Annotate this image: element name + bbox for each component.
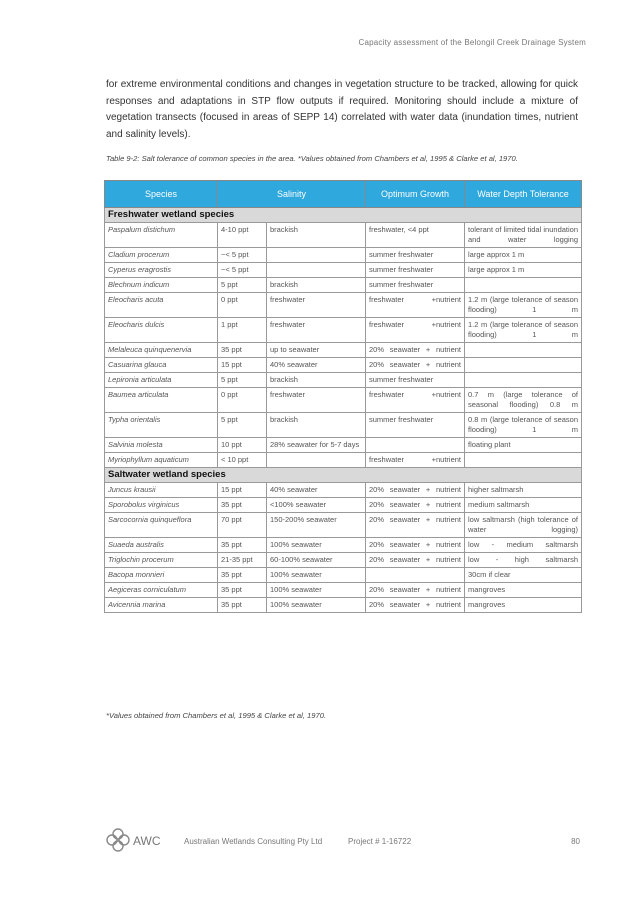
species-cell: Melaleuca quinquenervia [105, 343, 218, 358]
salinity-desc-cell: brackish [267, 223, 366, 248]
water-depth-cell: floating plant [465, 438, 582, 453]
optimum-growth-cell: 20% seawater + nutrient [366, 483, 465, 498]
salinity-ppt-cell: 5 ppt [218, 413, 267, 438]
water-depth-cell [465, 373, 582, 388]
optimum-growth-cell: summer freshwater [366, 248, 465, 263]
table-row [105, 343, 582, 358]
table-row [105, 598, 582, 613]
optimum-growth-cell: freshwater +nutrient [366, 318, 465, 343]
salinity-ppt-cell: 35 ppt [218, 538, 267, 553]
page-footer [106, 826, 580, 856]
salinity-desc-cell: brackish [267, 278, 366, 293]
species-cell: Baumea articulata [105, 388, 218, 413]
salinity-ppt-cell: 35 ppt [218, 568, 267, 583]
optimum-growth-cell: 20% seawater + nutrient [366, 343, 465, 358]
species-cell: Eleocharis dulcis [105, 318, 218, 343]
salinity-ppt-cell: 5 ppt [218, 373, 267, 388]
optimum-growth-cell: 20% seawater + nutrient [366, 583, 465, 598]
water-depth-cell: large approx 1 m [465, 263, 582, 278]
species-cell: Sporobolus virginicus [105, 498, 218, 513]
salinity-desc-cell: 40% seawater [267, 483, 366, 498]
optimum-growth-cell: 20% seawater + nutrient [366, 598, 465, 613]
salinity-ppt-cell: ~< 5 ppt [218, 248, 267, 263]
water-depth-cell: tolerant of limited tidal inundation and water logging [465, 223, 582, 248]
salinity-ppt-cell: 5 ppt [218, 278, 267, 293]
salinity-ppt-cell: 35 ppt [218, 498, 267, 513]
table-row [105, 263, 582, 278]
section-row [105, 208, 582, 223]
optimum-growth-cell: 20% seawater + nutrient [366, 553, 465, 568]
section-title: Freshwater wetland species [105, 208, 582, 223]
water-depth-cell: mangroves [465, 598, 582, 613]
optimum-growth-cell: freshwater +nutrient [366, 453, 465, 468]
species-cell: Bacopa monnieri [105, 568, 218, 583]
table-row [105, 358, 582, 373]
salinity-desc-cell [267, 453, 366, 468]
water-depth-cell: 0.7 m (large tolerance of seasonal flooding) 0.8 m [465, 388, 582, 413]
species-cell: Salvinia molesta [105, 438, 218, 453]
salinity-ppt-cell: 0 ppt [218, 293, 267, 318]
company-name: Australian Wetlands Consulting Pty Ltd [184, 837, 323, 846]
header-salinity: Salinity [218, 181, 366, 208]
salinity-desc-cell: 150-200% seawater [267, 513, 366, 538]
intro-paragraph: for extreme environmental conditions and changes in vegetation structure to be tracked, allowing for quick responses and adaptations in STP flow outputs if required. Monitoring should include a mixture of vegetation transects (focused in areas of SEPP 14) correlated with water data (inundation times, nutrient and salinity levels). [106, 79, 578, 140]
species-cell: Triglochin procerum [105, 553, 218, 568]
table-row [105, 318, 582, 343]
species-cell: Sarcocornia quinqueflora [105, 513, 218, 538]
table-header-row [105, 181, 582, 208]
table-row [105, 248, 582, 263]
salinity-ppt-cell: ~< 5 ppt [218, 263, 267, 278]
species-cell: Juncus krausii [105, 483, 218, 498]
optimum-growth-cell: 20% seawater + nutrient [366, 498, 465, 513]
salinity-ppt-cell: < 10 ppt [218, 453, 267, 468]
species-cell: Lepironia articulata [105, 373, 218, 388]
optimum-growth-cell: summer freshwater [366, 263, 465, 278]
section-title: Saltwater wetland species [105, 468, 582, 483]
water-depth-cell: mangroves [465, 583, 582, 598]
species-cell: Typha orientalis [105, 413, 218, 438]
table-row [105, 278, 582, 293]
water-depth-cell: low saltmarsh (high tolerance of water logging) [465, 513, 582, 538]
optimum-growth-cell: summer freshwater [366, 413, 465, 438]
optimum-growth-cell: summer freshwater [366, 373, 465, 388]
table-row [105, 498, 582, 513]
table-row [105, 538, 582, 553]
optimum-growth-cell: freshwater +nutrient [366, 293, 465, 318]
salinity-desc-cell: 40% seawater [267, 358, 366, 373]
salinity-desc-cell: 60-100% seawater [267, 553, 366, 568]
header-optimum-growth: Optimum Growth [366, 181, 465, 208]
water-depth-cell: medium saltmarsh [465, 498, 582, 513]
salinity-desc-cell: 100% seawater [267, 568, 366, 583]
water-depth-cell: low - high saltmarsh [465, 553, 582, 568]
water-depth-cell [465, 343, 582, 358]
table-caption: Table 9-2: Salt tolerance of common species in the area. *Values obtained from Chambers et al, 1995 & Clarke et al, 1970. [106, 154, 518, 163]
salinity-ppt-cell: 4-10 ppt [218, 223, 267, 248]
logo-text: AWC [133, 834, 161, 848]
water-depth-cell: 1.2 m (large tolerance of season flooding) 1 m [465, 318, 582, 343]
running-header: Capacity assessment of the Belongil Creek Drainage System [358, 38, 586, 47]
species-cell: Cladium procerum [105, 248, 218, 263]
water-depth-cell: higher saltmarsh [465, 483, 582, 498]
salinity-ppt-cell: 10 ppt [218, 438, 267, 453]
optimum-growth-cell: 20% seawater + nutrient [366, 513, 465, 538]
species-cell: Avicennia marina [105, 598, 218, 613]
table-row [105, 223, 582, 248]
optimum-growth-cell [366, 438, 465, 453]
salinity-desc-cell: 100% seawater [267, 598, 366, 613]
water-depth-cell [465, 358, 582, 373]
water-depth-cell [465, 453, 582, 468]
salinity-desc-cell: <100% seawater [267, 498, 366, 513]
salinity-desc-cell [267, 248, 366, 263]
optimum-growth-cell [366, 568, 465, 583]
species-cell: Myriophyllum aquaticum [105, 453, 218, 468]
table-row [105, 568, 582, 583]
salinity-ppt-cell: 35 ppt [218, 598, 267, 613]
optimum-growth-cell: 20% seawater + nutrient [366, 538, 465, 553]
awc-logo-icon [106, 828, 130, 852]
salinity-desc-cell: brackish [267, 413, 366, 438]
salinity-desc-cell: 100% seawater [267, 583, 366, 598]
species-cell: Paspalum distichum [105, 223, 218, 248]
species-cell: Casuarina glauca [105, 358, 218, 373]
optimum-growth-cell: 20% seawater + nutrient [366, 358, 465, 373]
salinity-desc-cell: freshwater [267, 388, 366, 413]
water-depth-cell: 30cm if clear [465, 568, 582, 583]
salinity-desc-cell: 100% seawater [267, 538, 366, 553]
salinity-ppt-cell: 70 ppt [218, 513, 267, 538]
species-cell: Cyperus eragrostis [105, 263, 218, 278]
species-cell: Eleocharis acuta [105, 293, 218, 318]
salinity-ppt-cell: 1 ppt [218, 318, 267, 343]
table-body [105, 208, 582, 613]
water-depth-cell: low - medium saltmarsh [465, 538, 582, 553]
salinity-desc-cell: freshwater [267, 318, 366, 343]
project-number: Project # 1-16722 [348, 837, 412, 846]
salinity-ppt-cell: 15 ppt [218, 358, 267, 373]
table-row [105, 293, 582, 318]
salinity-ppt-cell: 15 ppt [218, 483, 267, 498]
page-number: 80 [571, 837, 580, 846]
table-row [105, 583, 582, 598]
species-cell: Blechnum indicum [105, 278, 218, 293]
salinity-ppt-cell: 21-35 ppt [218, 553, 267, 568]
water-depth-cell: 1.2 m (large tolerance of season flooding) 1 m [465, 293, 582, 318]
table-row [105, 413, 582, 438]
salinity-ppt-cell: 35 ppt [218, 583, 267, 598]
section-row [105, 468, 582, 483]
salinity-desc-cell: up to seawater [267, 343, 366, 358]
table-row [105, 513, 582, 538]
table-row [105, 453, 582, 468]
header-species: Species [105, 181, 218, 208]
salt-tolerance-table [104, 180, 582, 613]
optimum-growth-cell: freshwater +nutrient [366, 388, 465, 413]
table-row [105, 388, 582, 413]
salinity-desc-cell: 28% seawater for 5-7 days [267, 438, 366, 453]
optimum-growth-cell: summer freshwater [366, 278, 465, 293]
table-row [105, 438, 582, 453]
salinity-desc-cell: brackish [267, 373, 366, 388]
table-footnote: *Values obtained from Chambers et al, 1995 & Clarke et al, 1970. [106, 711, 327, 720]
water-depth-cell: large approx 1 m [465, 248, 582, 263]
salinity-desc-cell: freshwater [267, 293, 366, 318]
species-cell: Suaeda australis [105, 538, 218, 553]
optimum-growth-cell: freshwater, <4 ppt [366, 223, 465, 248]
salinity-ppt-cell: 0 ppt [218, 388, 267, 413]
header-water-depth-tolerance: Water Depth Tolerance [465, 181, 582, 208]
species-cell: Aegiceras corniculatum [105, 583, 218, 598]
table-row [105, 553, 582, 568]
table-row [105, 373, 582, 388]
table-row [105, 483, 582, 498]
water-depth-cell [465, 278, 582, 293]
salinity-ppt-cell: 35 ppt [218, 343, 267, 358]
water-depth-cell: 0.8 m (large tolerance of season flooding) 1 m [465, 413, 582, 438]
salinity-desc-cell [267, 263, 366, 278]
